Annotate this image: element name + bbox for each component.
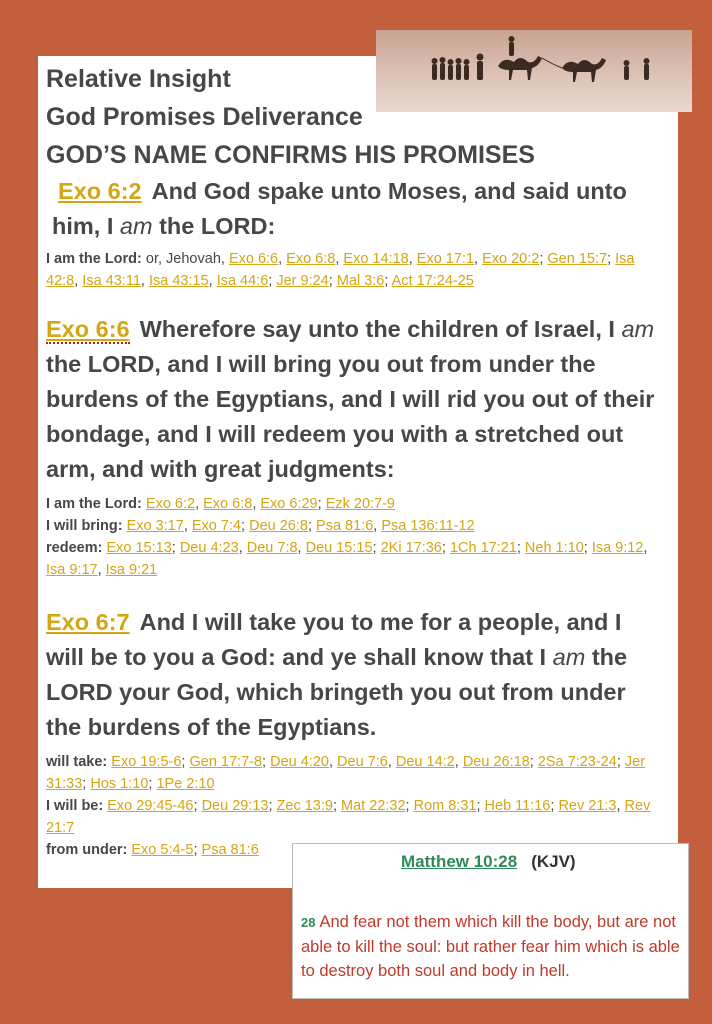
reference-link[interactable]: Deu 4:23 bbox=[179, 540, 239, 556]
verse-exo-6-7: Exo 6:7 And I will take you to me for a people, and I will be to you a God: and ye shall know that I am the LORD your God, which bringeth you out from under the burdens of the Egyptians. bbox=[46, 609, 628, 740]
reference-link-group: Psa 81:6, Psa 136:11-12 bbox=[316, 518, 475, 534]
reference-link[interactable]: Exo 6:8 bbox=[203, 496, 253, 512]
reference-link[interactable]: Exo 6:29 bbox=[260, 496, 318, 512]
reference-link-group bbox=[485, 798, 551, 814]
popup-title bbox=[401, 852, 576, 872]
reference-link-group bbox=[337, 273, 385, 289]
reference-link-group: Isa 42:8, Isa 43:11, Isa 43:15, Isa 44:6 bbox=[46, 251, 635, 289]
reference-link-group bbox=[156, 776, 214, 792]
verse-ref-link[interactable]: Exo 6:6 bbox=[46, 316, 130, 342]
reference-link-group bbox=[249, 518, 308, 534]
reference-link-group bbox=[277, 798, 333, 814]
reference-link[interactable]: Deu 29:13 bbox=[201, 798, 269, 814]
reference-link[interactable]: 1Ch 17:21 bbox=[449, 540, 517, 556]
reference-link-group: Rev 21:3, Rev 21:7 bbox=[46, 798, 651, 836]
reference-link[interactable]: Ezk 20:7-9 bbox=[325, 496, 396, 512]
reference-link[interactable]: Exo 29:45-46 bbox=[107, 798, 194, 814]
reference-link[interactable]: Jer 9:24 bbox=[276, 273, 329, 289]
reference-link[interactable]: Exo 7:4 bbox=[191, 518, 242, 534]
reference-link[interactable]: Psa 81:6 bbox=[316, 518, 374, 534]
reference-link[interactable]: Deu 14:2 bbox=[395, 754, 455, 770]
verse-ref-link[interactable]: Exo 6:2 bbox=[58, 178, 142, 204]
reference-link[interactable]: Deu 26:8 bbox=[249, 518, 308, 534]
reference-link[interactable]: 1Pe 2:10 bbox=[156, 776, 215, 792]
reference-link-group bbox=[131, 842, 193, 858]
reference-link-group bbox=[106, 540, 171, 556]
reference-link[interactable]: Deu 26:18 bbox=[462, 754, 530, 770]
reference-link-group: Exo 3:17, Exo 7:4 bbox=[126, 518, 242, 534]
reference-link[interactable]: Exo 15:13 bbox=[106, 540, 172, 556]
reference-link-group bbox=[381, 540, 442, 556]
reference-link[interactable]: Exo 20:2 bbox=[482, 251, 540, 267]
popup-verse-text: 28 And fear not them which kill the body, but are not able to kill the soul: but rather fear him which is able to destroy both soul and body in hell. bbox=[301, 913, 680, 980]
reference-link-group bbox=[450, 540, 517, 556]
reference-link-group bbox=[202, 842, 259, 858]
reference-link-group bbox=[326, 496, 395, 512]
reference-link[interactable]: Deu 4:20 bbox=[270, 754, 329, 770]
reference-link[interactable]: Isa 43:15 bbox=[148, 273, 209, 289]
reference-link[interactable]: Act 17:24-25 bbox=[391, 273, 474, 289]
reference-link[interactable]: Mal 3:6 bbox=[336, 273, 385, 289]
reference-link[interactable]: Rev 21:7 bbox=[46, 798, 651, 836]
reference-link-group bbox=[111, 754, 181, 770]
verse-popup bbox=[292, 843, 689, 999]
reference-link[interactable]: Exo 5:4-5 bbox=[131, 842, 194, 858]
page-subtitle: God Promises Deliverance bbox=[46, 103, 363, 131]
reference-link[interactable]: Exo 17:1 bbox=[416, 251, 475, 267]
verse-exo-6-2: Exo 6:2 And God spake unto Moses, and said unto him, I am the LORD: bbox=[52, 178, 627, 239]
reference-link-group bbox=[525, 540, 584, 556]
reference-link-group: Deu 4:20, Deu 7:6, Deu 14:2, Deu 26:18 bbox=[270, 754, 530, 770]
reference-link[interactable]: 2Ki 17:36 bbox=[380, 540, 442, 556]
reference-link[interactable]: Mat 22:32 bbox=[341, 798, 406, 814]
reference-link-group: Exo 6:6, Exo 6:8, Exo 14:18, Exo 17:1, Exo 20:2 bbox=[228, 251, 540, 267]
reference-link-group: Isa 9:12, Isa 9:17, Isa 9:21 bbox=[46, 540, 648, 578]
popup-version: (KJV) bbox=[531, 852, 576, 871]
reference-link-group bbox=[202, 798, 269, 814]
reference-link-group bbox=[276, 273, 328, 289]
reference-link-group: Exo 6:2, Exo 6:8, Exo 6:29 bbox=[145, 496, 318, 512]
reference-link[interactable]: Deu 15:15 bbox=[305, 540, 373, 556]
page-title: Relative Insight bbox=[46, 65, 231, 93]
reference-link[interactable]: Isa 9:12 bbox=[591, 540, 644, 556]
reference-link[interactable]: Exo 14:18 bbox=[343, 251, 409, 267]
reference-link-group bbox=[414, 798, 477, 814]
reference-link[interactable]: Gen 17:7-8 bbox=[189, 754, 263, 770]
reference-link[interactable]: Isa 42:8 bbox=[46, 251, 635, 289]
cross-references-1: I am the Lord: or, Jehovah, Exo 6:6, Exo 6:8, Exo 14:18, Exo 17:1, Exo 20:2; Gen 15:7; Isa 42:8, Isa 43:11, Isa 43:15, Isa 44:6; Jer 9:24; Mal 3:6; Act 17:24-25 bbox=[46, 251, 635, 289]
verse-ref-link[interactable]: Exo 6:7 bbox=[46, 609, 130, 635]
reference-link[interactable]: Isa 43:11 bbox=[82, 273, 141, 289]
reference-link[interactable]: Neh 1:10 bbox=[524, 540, 584, 556]
popup-ref-link[interactable]: Matthew 10:28 bbox=[401, 852, 518, 871]
reference-link[interactable]: Zec 13:9 bbox=[276, 798, 333, 814]
reference-link[interactable]: Psa 136:11-12 bbox=[381, 518, 475, 534]
section-heading: GOD’S NAME CONFIRMS HIS PROMISES bbox=[46, 141, 535, 169]
reference-link[interactable]: Jer 31:33 bbox=[46, 754, 646, 792]
reference-link[interactable]: Psa 81:6 bbox=[201, 842, 259, 858]
reference-link[interactable]: Rev 21:3 bbox=[558, 798, 617, 814]
reference-link[interactable]: Exo 6:8 bbox=[286, 251, 336, 267]
reference-link[interactable]: Gen 15:7 bbox=[547, 251, 608, 267]
reference-link-group bbox=[547, 251, 607, 267]
reference-link-group bbox=[107, 798, 193, 814]
reference-link-group bbox=[538, 754, 617, 770]
reference-link[interactable]: Isa 9:21 bbox=[105, 562, 158, 578]
article-content bbox=[46, 60, 662, 861]
reference-link[interactable]: Exo 6:2 bbox=[145, 496, 196, 512]
reference-link-group bbox=[90, 776, 148, 792]
reference-link[interactable]: Exo 3:17 bbox=[126, 518, 184, 534]
cross-references-2: I am the Lord: Exo 6:2, Exo 6:8, Exo 6:29; Ezk 20:7-9 I will bring: Exo 3:17, Exo 7:4; Deu 26:8; Psa 81:6, Psa 136:11-12 redeem: Exo 15:13; Deu 4:23, Deu 7:8, Deu 15:15; 2Ki 17:36; 1Ch 17:21; Neh 1:10; Isa 9:12, Isa 9:17, Isa 9:21 bbox=[46, 496, 648, 578]
verse-number: 28 bbox=[301, 915, 316, 930]
reference-link[interactable]: Isa 9:17 bbox=[46, 562, 98, 578]
reference-link[interactable]: Deu 7:8 bbox=[246, 540, 298, 556]
reference-link-group bbox=[189, 754, 262, 770]
verse-exo-6-6: Exo 6:6 Wherefore say unto the children of Israel, I am the LORD, and I will bring you out from under the burdens of the Egyptians, and I will rid you out of their bondage, and I will redeem you with a stretched out arm, and with great judgments: bbox=[46, 316, 655, 482]
reference-link[interactable]: Exo 19:5-6 bbox=[111, 754, 182, 770]
reference-link[interactable]: Deu 7:6 bbox=[337, 754, 388, 770]
cross-references-3: will take: Exo 19:5-6; Gen 17:7-8; Deu 4:20, Deu 7:6, Deu 14:2, Deu 26:18; 2Sa 7:23-24; Jer 31:33; Hos 1:10; 1Pe 2:10 I will be: Exo 29:45-46; Deu 29:13; Zec 13:9; Mat 22:32; Rom 8:31; Heb 11:16; Rev 21:3, Rev 21:7 from under: Exo 5:4-5; Psa 81:6 bbox=[46, 754, 651, 858]
reference-link-group bbox=[392, 273, 474, 289]
reference-link[interactable]: Hos 1:10 bbox=[90, 776, 149, 792]
reference-link[interactable]: Isa 44:6 bbox=[216, 273, 269, 289]
reference-link-group: Deu 4:23, Deu 7:8, Deu 15:15 bbox=[179, 540, 373, 556]
reference-link[interactable]: Exo 6:6 bbox=[228, 251, 279, 267]
reference-link[interactable]: Heb 11:16 bbox=[484, 798, 551, 814]
reference-link[interactable]: 2Sa 7:23-24 bbox=[537, 754, 617, 770]
reference-link-group bbox=[341, 798, 406, 814]
reference-link[interactable]: Rom 8:31 bbox=[413, 798, 477, 814]
